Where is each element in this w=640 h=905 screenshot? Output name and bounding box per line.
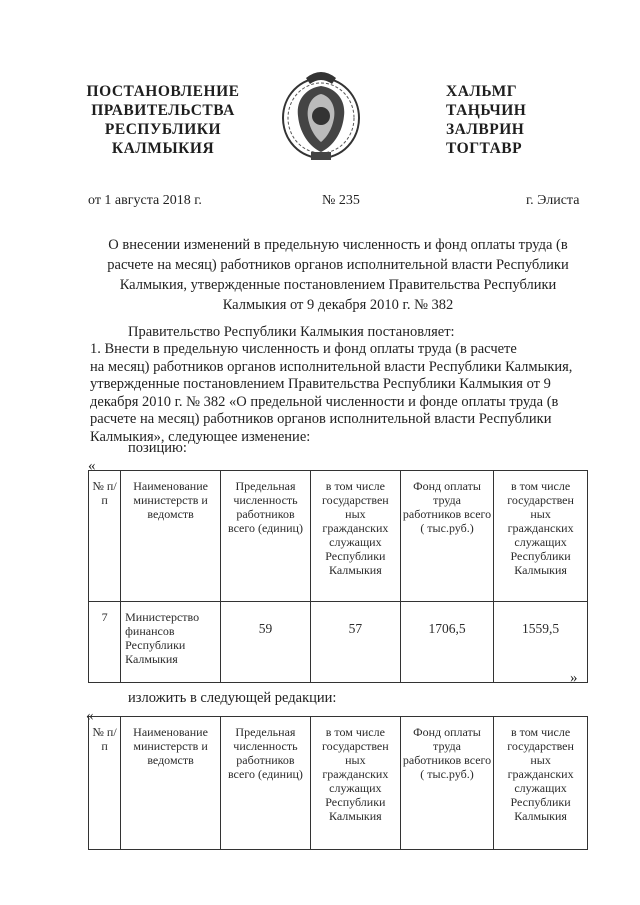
header-left-line: ПОСТАНОВЛЕНИЕ [86, 83, 240, 100]
header-fund-civil: в том числе государствен ных гражданских служащих Республики Калмыкия [494, 471, 588, 602]
table-header-row [89, 717, 588, 850]
header-left-block [78, 82, 248, 158]
header-left-line: РЕСПУБЛИКИ [104, 121, 222, 138]
header-civil: в том числе государствен ных гражданских служащих Республики Калмыкия [310, 471, 400, 602]
document-number: № 235 [322, 193, 360, 208]
item-line: декабря 2010 г. № 382 «О предельной численности и фонде оплаты труда (в [90, 393, 559, 410]
label-restate: изложить в следующей редакции: [128, 690, 337, 706]
item-line: утвержденные постановлением Правительства Республики Калмыкия от 9 [90, 376, 551, 392]
header-left-line: ПРАВИТЕЛЬСТВА [91, 102, 235, 119]
label-position: позицию: [128, 440, 187, 456]
item-paragraph [90, 341, 588, 446]
header-fund: Фонд оплаты труда работников всего ( тыс.руб.) [400, 471, 493, 602]
document-title: О внесении изменений в предельную численность и фонд оплаты труда (в расчете на месяц) работников органов исполнительной власти Республики Калмыкия, утвержденные постановлением Правительства Республики Калмыкия от 9 декабря 2010 г. № 382 [107, 237, 569, 313]
header-num: № п/п [89, 717, 121, 850]
current-position-table [88, 470, 588, 683]
item-line: Калмыкия», следующее изменение: [90, 428, 311, 445]
close-quote: » [570, 670, 578, 686]
table-header-row [89, 471, 588, 602]
header-civil: в том числе государствен ных гражданских служащих Республики Калмыкия [310, 717, 400, 850]
header-right-line: ХАЛЬМГ [446, 83, 518, 100]
header-right-block [446, 82, 566, 158]
header-name: Наименование министерств и ведомств [121, 717, 221, 850]
header-right-line: ТАҢЬЧИН [446, 102, 527, 119]
cell-limit: 59 [221, 602, 311, 683]
coat-of-arms-emblem-icon [276, 66, 366, 164]
header-right-line: ТОГТАВР [446, 140, 523, 157]
header-fund: Фонд оплаты труда работников всего ( тыс.руб.) [400, 717, 493, 850]
table-row [89, 602, 588, 683]
item-line: расчете на месяц) работников органов исполнительной власти Республики [90, 411, 552, 427]
header-num: № п/п [89, 471, 121, 602]
header-left-line: КАЛМЫКИЯ [111, 140, 215, 157]
header-right-line: ЗАЛВРИН [446, 121, 525, 138]
cell-fund-civil: 1559,5 [494, 602, 588, 683]
header-limit: Предельная численность работников всего (единиц) [221, 471, 311, 602]
new-position-table [88, 716, 588, 850]
open-quote: « [88, 458, 96, 474]
item-line: 1. Внести в предельную численность и фонд оплаты труда (в расчете [90, 341, 517, 357]
cell-num: 7 [89, 602, 121, 683]
intro-paragraph: Правительство Республики Калмыкия постановляет: [128, 324, 455, 340]
item-line: на месяц) работников органов исполнительной власти Республики Калмыкия, [90, 358, 573, 375]
header-fund-civil: в том числе государствен ных гражданских служащих Республики Калмыкия [494, 717, 588, 850]
cell-fund: 1706,5 [400, 602, 493, 683]
document-city: г. Элиста [526, 193, 580, 208]
cell-civil: 57 [310, 602, 400, 683]
document-date: от 1 августа 2018 г. [88, 193, 202, 208]
cell-name: Министерство финансов Республики Калмыкия [121, 602, 221, 683]
open-quote: « [86, 708, 94, 724]
header-name: Наименование министерств и ведомств [121, 471, 221, 602]
header-limit: Предельная численность работников всего (единиц) [221, 717, 311, 850]
